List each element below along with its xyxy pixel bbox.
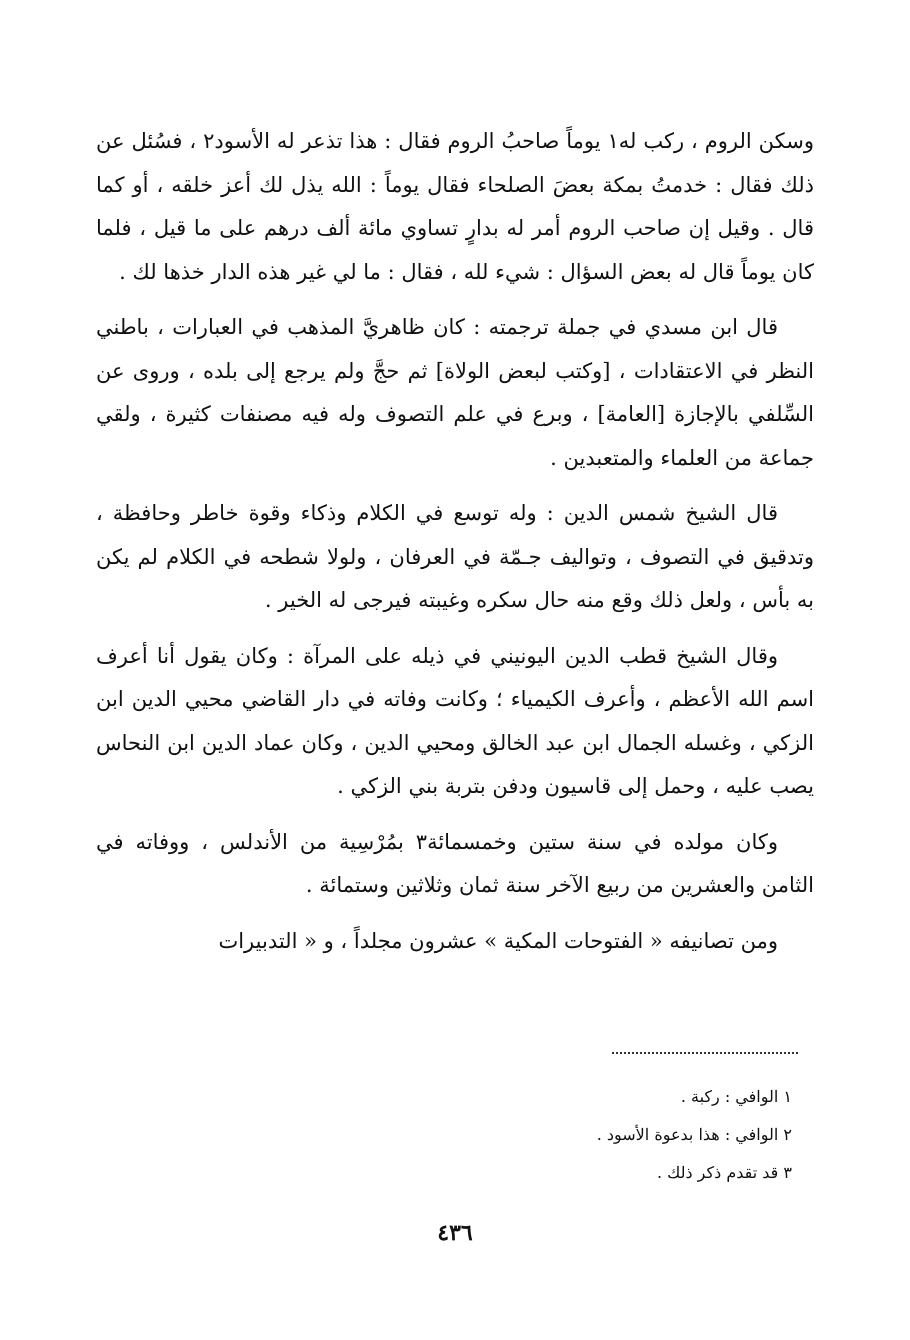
paragraph-5: وكان مولده في سنة ستين وخمسمائة٣ بمُرْسِية من الأندلس ، ووفاته في الثامن والعشرين من ربيع الآخر سنة ثمان وثلاثين وستمائة . xyxy=(96,829,814,897)
footnote-divider xyxy=(612,1052,798,1054)
footnotes xyxy=(400,1078,792,1192)
footnote-2: ٢ الوافي : هذا بدعوة الأسود . xyxy=(596,1125,792,1144)
main-text xyxy=(96,120,814,975)
paragraph-1: وسكن الروم ، ركب له١ يوماً صاحبُ الروم فقال : هذا تذعر له الأسود٢ ، فسُئل عن ذلك فقال : خدمتُ بمكة بعضَ الصلحاء فقال يوماً : الله يذل لك أعز خلقه ، أو كما قال . وقيل إن صاحب الروم أمر له بدارٍ تساوي مائة ألف درهم على ما قيل ، فلما كان يوماً قال له بعض السؤال : شيء لله ، فقال : ما لي غير هذه الدار خذها لك . xyxy=(96,129,814,284)
paragraph-3: قال الشيخ شمس الدين : وله توسع في الكلام وذكاء وقوة خاطر وحافظة ، وتدقيق في التصوف ، وتواليف جـمّة في العرفان ، ولولا شطحه في الكلام لم يكن به بأس ، ولعل ذلك وقع منه حال سكره وغيبته فيرجى له الخير . xyxy=(96,501,814,612)
paragraph-4: وقال الشيخ قطب الدين اليونيني في ذيله على المرآة : وكان يقول أنا أعرف اسم الله الأعظم ، وأعرف الكيمياء ؛ وكانت وفاته في دار القاضي محيي الدين ابن الزكي ، وغسله الجمال ابن عبد الخالق ومحيي الدين ، وكان عماد الدين ابن النحاس يصب عليه ، وحمل إلى قاسيون ودفن بتربة بني الزكي . xyxy=(96,643,814,798)
paragraph-6: ومن تصانيفه « الفتوحات المكية » عشرون مجلداً ، و « التدبيرات xyxy=(218,928,778,953)
footnote-1: ١ الوافي : ركبة . xyxy=(680,1087,792,1106)
paragraph-2: قال ابن مسدي في جملة ترجمته : كان ظاهريَّ المذهب في العبارات ، باطني النظر في الاعتقادات ، [وكتب لبعض الولاة] ثم حجَّ ولم يرجع إلى بلده ، وروى عن السِّلفي بالإجازة [العامة] ، وبرع في علم التصوف وله فيه مصنفات كثيرة ، ولقي جماعة من العلماء والمتعبدين . xyxy=(96,315,814,470)
page-number: ٤٣٦ xyxy=(437,1220,473,1246)
footnote-3: ٣ قد تقدم ذكر ذلك . xyxy=(656,1163,792,1182)
